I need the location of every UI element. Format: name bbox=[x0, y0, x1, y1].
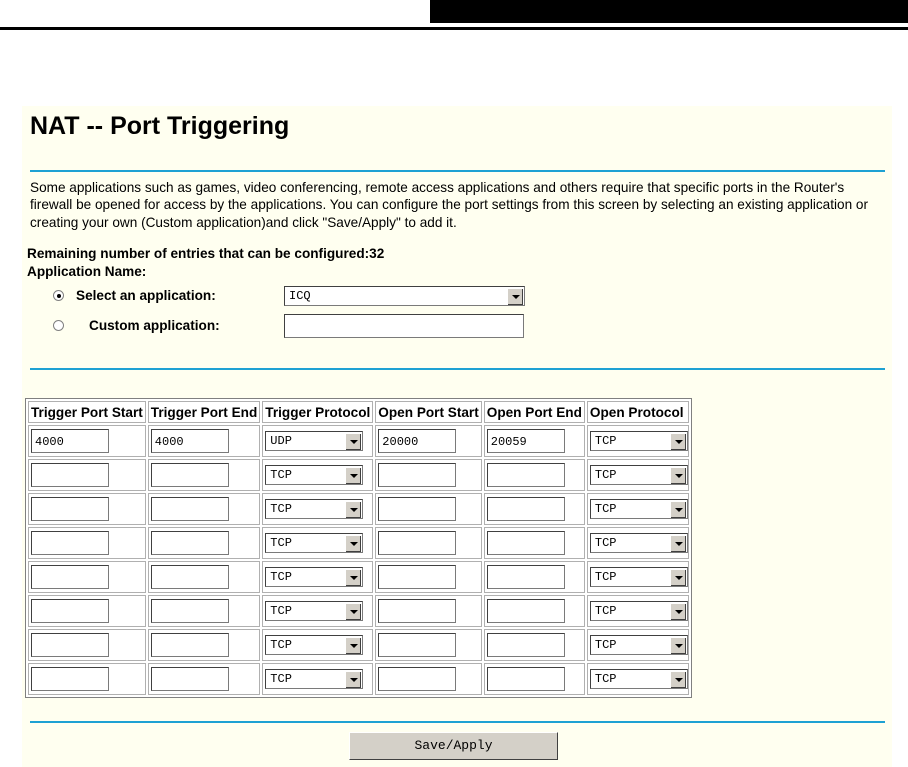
open-protocol-select[interactable] bbox=[590, 669, 688, 689]
open-protocol-select-value: TCP bbox=[594, 604, 617, 618]
trigger-port-end-input[interactable] bbox=[151, 599, 229, 623]
open-port-end-input[interactable] bbox=[487, 599, 565, 623]
chevron-down-icon bbox=[345, 603, 361, 620]
table-cell bbox=[262, 561, 373, 593]
table-cell bbox=[484, 493, 585, 525]
trigger-protocol-select[interactable] bbox=[265, 533, 363, 553]
trigger-port-end-input[interactable] bbox=[151, 463, 229, 487]
open-port-start-input[interactable] bbox=[378, 531, 456, 555]
chevron-down-icon bbox=[345, 467, 361, 484]
table-cell bbox=[28, 595, 146, 627]
trigger-protocol-select-value: TCP bbox=[270, 638, 292, 652]
table-cell bbox=[28, 663, 146, 695]
header-trigger-port-start: Trigger Port Start bbox=[28, 401, 146, 423]
table-cell bbox=[484, 527, 585, 559]
open-port-start-input[interactable] bbox=[378, 463, 456, 487]
chevron-down-icon bbox=[670, 535, 686, 552]
table-cell bbox=[148, 425, 261, 457]
table-cell bbox=[148, 493, 261, 525]
trigger-protocol-select[interactable] bbox=[265, 601, 363, 621]
table-row bbox=[28, 595, 689, 627]
page-description: Some applications such as games, video conferencing, remote access applications and others require that specific ports in the Router's firewall be opened for access by the applications. You can configure the port settings from this screen by selecting an existing application or creating your own (Custom application)and click "Save/Apply" to add it. bbox=[30, 180, 869, 230]
table-cell bbox=[262, 459, 373, 491]
open-protocol-select-value: TCP bbox=[594, 502, 617, 516]
open-protocol-select[interactable] bbox=[590, 635, 688, 655]
trigger-port-end-input[interactable] bbox=[151, 497, 229, 521]
trigger-port-end-input[interactable] bbox=[151, 633, 229, 657]
table-cell bbox=[262, 425, 373, 457]
trigger-protocol-select[interactable] bbox=[265, 499, 363, 519]
header-open-port-start: Open Port Start bbox=[375, 401, 481, 423]
table-cell bbox=[484, 561, 585, 593]
open-port-start-input[interactable]: 20000 bbox=[378, 429, 456, 453]
trigger-port-end-input[interactable] bbox=[151, 531, 229, 555]
divider-top bbox=[30, 170, 885, 172]
table-cell bbox=[375, 459, 481, 491]
chevron-down-icon bbox=[670, 569, 686, 586]
table-cell bbox=[375, 595, 481, 627]
chevron-down-icon bbox=[345, 637, 361, 654]
table-cell bbox=[587, 493, 689, 525]
table-cell bbox=[148, 527, 261, 559]
table-cell bbox=[28, 629, 146, 661]
remaining-entries: Remaining number of entries that can be configured:32 bbox=[27, 246, 385, 261]
open-protocol-select[interactable] bbox=[590, 431, 688, 451]
chevron-down-icon bbox=[345, 501, 361, 518]
open-port-end-input[interactable] bbox=[487, 667, 565, 691]
chevron-down-icon bbox=[670, 433, 686, 450]
table-cell bbox=[375, 527, 481, 559]
trigger-protocol-select-value: TCP bbox=[270, 604, 292, 618]
table-cell bbox=[262, 595, 373, 627]
open-protocol-select[interactable] bbox=[590, 499, 688, 519]
chevron-down-icon bbox=[670, 467, 686, 484]
trigger-port-start-input[interactable] bbox=[31, 633, 109, 657]
open-protocol-select-value: TCP bbox=[594, 672, 617, 686]
chevron-down-icon bbox=[670, 637, 686, 654]
select-application-label: Select an application: bbox=[76, 288, 216, 303]
table-row bbox=[28, 459, 689, 491]
chevron-down-icon bbox=[507, 288, 523, 305]
trigger-protocol-select-value: UDP bbox=[270, 434, 292, 448]
open-port-end-input[interactable] bbox=[487, 463, 565, 487]
trigger-port-end-input[interactable] bbox=[151, 565, 229, 589]
application-name-label: Application Name: bbox=[27, 264, 147, 279]
page-title: NAT -- Port Triggering bbox=[30, 112, 290, 140]
open-protocol-select[interactable] bbox=[590, 465, 688, 485]
table-cell bbox=[28, 561, 146, 593]
trigger-protocol-select[interactable] bbox=[265, 669, 363, 689]
chevron-down-icon bbox=[670, 501, 686, 518]
open-port-start-input[interactable] bbox=[378, 565, 456, 589]
table-cell bbox=[587, 595, 689, 627]
chevron-down-icon bbox=[670, 603, 686, 620]
table-cell bbox=[587, 459, 689, 491]
table-cell bbox=[587, 663, 689, 695]
open-port-start-input[interactable] bbox=[378, 667, 456, 691]
table-cell bbox=[484, 595, 585, 627]
open-port-end-input[interactable] bbox=[487, 565, 565, 589]
table-cell bbox=[148, 459, 261, 491]
table-row bbox=[28, 629, 689, 661]
trigger-port-end-input[interactable] bbox=[151, 667, 229, 691]
open-port-end-input[interactable] bbox=[487, 633, 565, 657]
open-protocol-select-value: TCP bbox=[594, 468, 617, 482]
table-cell bbox=[484, 459, 585, 491]
table-cell bbox=[484, 663, 585, 695]
custom-application-label: Custom application: bbox=[89, 318, 220, 333]
trigger-protocol-select[interactable] bbox=[265, 635, 363, 655]
open-protocol-select-value: TCP bbox=[594, 434, 617, 448]
open-protocol-select-value: TCP bbox=[594, 536, 617, 550]
table-cell bbox=[148, 595, 261, 627]
select-application-radio[interactable] bbox=[53, 290, 64, 301]
trigger-protocol-select-value: TCP bbox=[270, 672, 292, 686]
table-cell bbox=[587, 527, 689, 559]
port-trigger-table bbox=[25, 398, 692, 698]
open-protocol-select-value: TCP bbox=[594, 638, 617, 652]
table-cell bbox=[262, 629, 373, 661]
table-body bbox=[28, 425, 689, 695]
application-select-value: ICQ bbox=[289, 289, 311, 303]
table-cell bbox=[262, 663, 373, 695]
custom-application-radio[interactable] bbox=[53, 320, 64, 331]
table-cell bbox=[375, 629, 481, 661]
header-open-port-end: Open Port End bbox=[484, 401, 585, 423]
save-apply-button[interactable]: Save/Apply bbox=[349, 732, 558, 760]
header-trigger-protocol: Trigger Protocol bbox=[262, 401, 373, 423]
trigger-port-start-input[interactable]: 4000 bbox=[31, 429, 109, 453]
table-cell bbox=[375, 493, 481, 525]
trigger-protocol-select-value: TCP bbox=[270, 536, 292, 550]
trigger-protocol-select[interactable] bbox=[265, 465, 363, 485]
open-protocol-select[interactable] bbox=[590, 601, 688, 621]
table-cell bbox=[28, 459, 146, 491]
table-cell bbox=[375, 425, 481, 457]
chevron-down-icon bbox=[345, 671, 361, 688]
table-row bbox=[28, 493, 689, 525]
trigger-port-start-input[interactable] bbox=[31, 667, 109, 691]
table-row bbox=[28, 663, 689, 695]
chevron-down-icon bbox=[345, 535, 361, 552]
table-row bbox=[28, 561, 689, 593]
open-port-start-input[interactable] bbox=[378, 497, 456, 521]
table-cell bbox=[484, 629, 585, 661]
header-black-bar bbox=[430, 0, 908, 23]
trigger-protocol-select-value: TCP bbox=[270, 502, 292, 516]
table-row bbox=[28, 425, 689, 457]
table-cell bbox=[587, 561, 689, 593]
trigger-port-start-input[interactable] bbox=[31, 497, 109, 521]
table-header-row bbox=[28, 401, 689, 423]
table-cell bbox=[375, 663, 481, 695]
table-cell bbox=[484, 425, 585, 457]
divider-bottom bbox=[30, 721, 885, 723]
open-port-start-input[interactable] bbox=[378, 599, 456, 623]
chevron-down-icon bbox=[670, 671, 686, 688]
trigger-port-end-input[interactable]: 4000 bbox=[151, 429, 229, 453]
table-cell bbox=[28, 493, 146, 525]
table-cell bbox=[148, 561, 261, 593]
table-cell bbox=[587, 425, 689, 457]
trigger-port-start-input[interactable] bbox=[31, 463, 109, 487]
open-port-end-input[interactable] bbox=[487, 531, 565, 555]
trigger-protocol-select[interactable] bbox=[265, 567, 363, 587]
open-port-start-input[interactable] bbox=[378, 633, 456, 657]
header-rule bbox=[0, 27, 908, 30]
trigger-port-start-input[interactable] bbox=[31, 531, 109, 555]
open-port-end-input[interactable] bbox=[487, 497, 565, 521]
chevron-down-icon bbox=[345, 433, 361, 450]
table-cell bbox=[375, 561, 481, 593]
custom-application-input[interactable] bbox=[284, 314, 524, 338]
table-cell bbox=[262, 527, 373, 559]
table-cell bbox=[148, 663, 261, 695]
header-trigger-port-end: Trigger Port End bbox=[148, 401, 261, 423]
trigger-port-start-input[interactable] bbox=[31, 565, 109, 589]
trigger-protocol-select-value: TCP bbox=[270, 468, 292, 482]
table-cell bbox=[148, 629, 261, 661]
open-protocol-select[interactable] bbox=[590, 533, 688, 553]
table-cell bbox=[262, 493, 373, 525]
open-port-end-input[interactable]: 20059 bbox=[487, 429, 565, 453]
open-protocol-select-value: TCP bbox=[594, 570, 617, 584]
application-select[interactable] bbox=[284, 286, 525, 306]
trigger-protocol-select[interactable] bbox=[265, 431, 363, 451]
table-cell bbox=[28, 527, 146, 559]
table-cell bbox=[587, 629, 689, 661]
header-open-protocol: Open Protocol bbox=[587, 401, 689, 423]
trigger-protocol-select-value: TCP bbox=[270, 570, 292, 584]
chevron-down-icon bbox=[345, 569, 361, 586]
divider-middle bbox=[30, 368, 885, 370]
table-row bbox=[28, 527, 689, 559]
open-protocol-select[interactable] bbox=[590, 567, 688, 587]
table-cell bbox=[28, 425, 146, 457]
trigger-port-start-input[interactable] bbox=[31, 599, 109, 623]
